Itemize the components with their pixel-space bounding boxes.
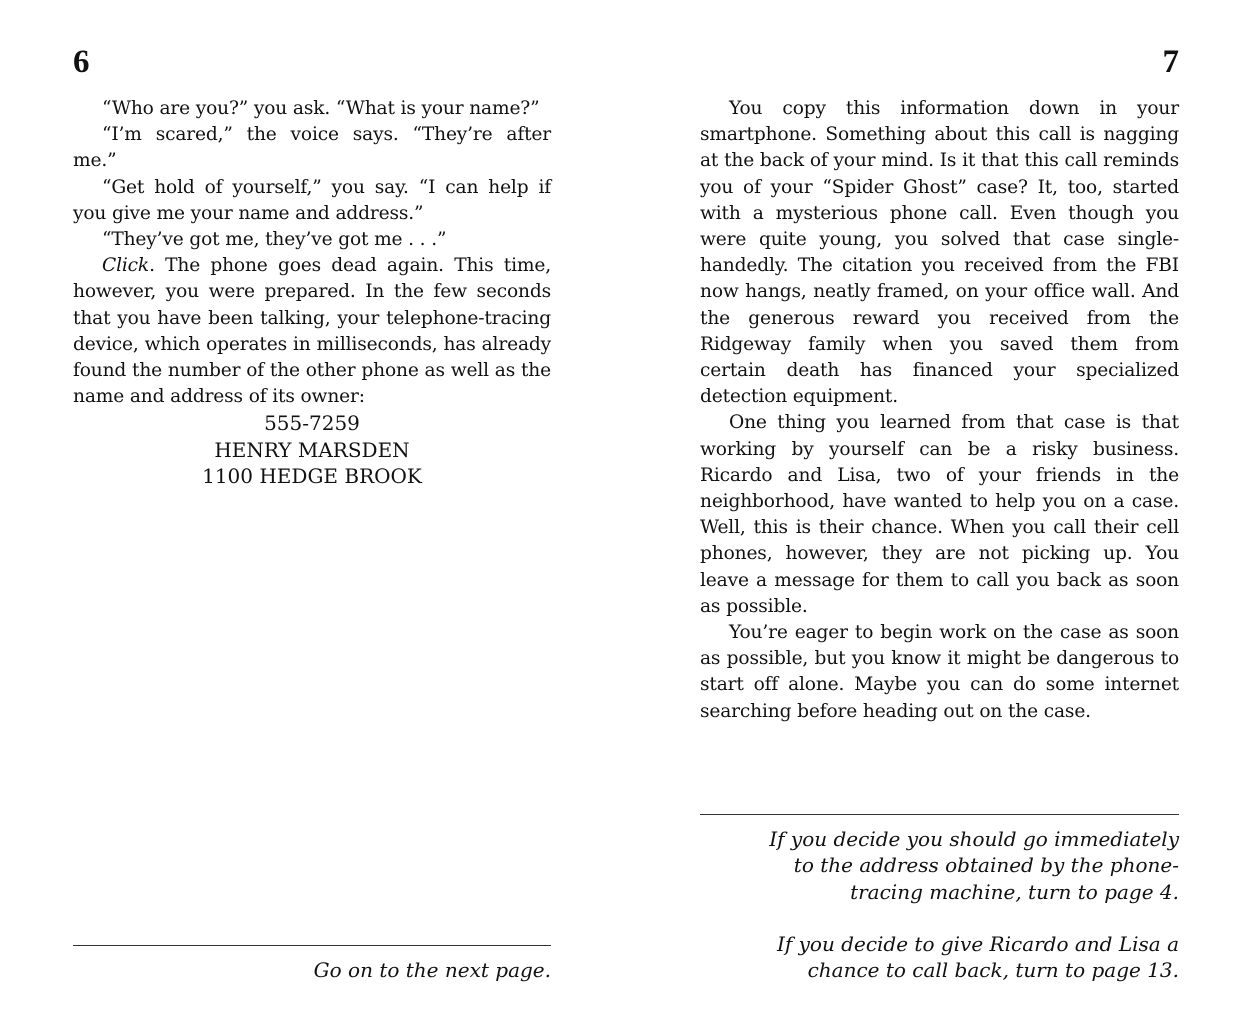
next-page-instruction: Go on to the next page. [313,958,551,982]
traced-address [73,410,551,490]
footer-divider [73,945,551,946]
right-body-text [700,96,1179,725]
phone-number: 555-7259 [264,411,360,435]
paragraph: One thing you learned from that case is that working by yourself can be a risky business. Ricardo and Lisa, two of your friends in the neighborhood, have wanted to help you on a case. Well, this is their chance. When you call their cell phones, however, they are not picking up. You leave a message for them to call you back as soon as possible. [700,412,1179,617]
paragraph: “Get hold of yourself,” you say. “I can help if you give me your name and address.” [73,176,551,224]
paragraph: “I’m scared,” the voice says. “They’re after me.” [73,124,551,172]
paragraph: You’re eager to begin work on the case as soon as possible, but you know it might be dangerous to start off alone. Maybe you can do some internet searching before heading out on the case. [700,622,1179,722]
click-paragraph-rest: . The phone goes dead again. This time, however, you were prepared. In the few seconds that you have been talking, your telephone-tracing device, which operates in milliseconds, has already found the number of the other phone as well as the name and address of its owner: [73,255,551,408]
left-page [73,0,551,1027]
street-address: 1100 HEDGE BROOK [202,464,422,488]
paragraph: “Who are you?” you ask. “What is your name?” [102,98,540,119]
click-word: Click [102,255,150,277]
left-body-text [73,96,551,410]
choice-go-to-address: If you decide you should go immediately to the address obtained by the phone-tracing machine, turn to page 4. [769,827,1179,904]
paragraph: You copy this information down in your smartphone. Something about this call is nagging at the back of your mind. Is it that this call reminds you of your “Spider Ghost” case? It, too, started with a mysterious phone call. Even though you were quite young, you solved that case single-handedly. The citation you received from the FBI now hangs, neatly framed, on your office wall. And the generous reward you received from the Ridgeway family when you saved them from certain death has financed your specialized detection equipment. [700,98,1179,408]
owner-name: HENRY MARSDEN [214,437,410,462]
choices-divider [700,814,1179,815]
page-number-6: 6 [73,44,90,80]
page-number-7: 7 [1162,44,1179,80]
paragraph [73,253,551,410]
paragraph: “They’ve got me, they’ve got me . . .” [102,229,447,251]
choice-wait-for-friends: If you decide to give Ricardo and Lisa a chance to call back, turn to page 13. [776,932,1179,983]
right-page [700,0,1179,1027]
